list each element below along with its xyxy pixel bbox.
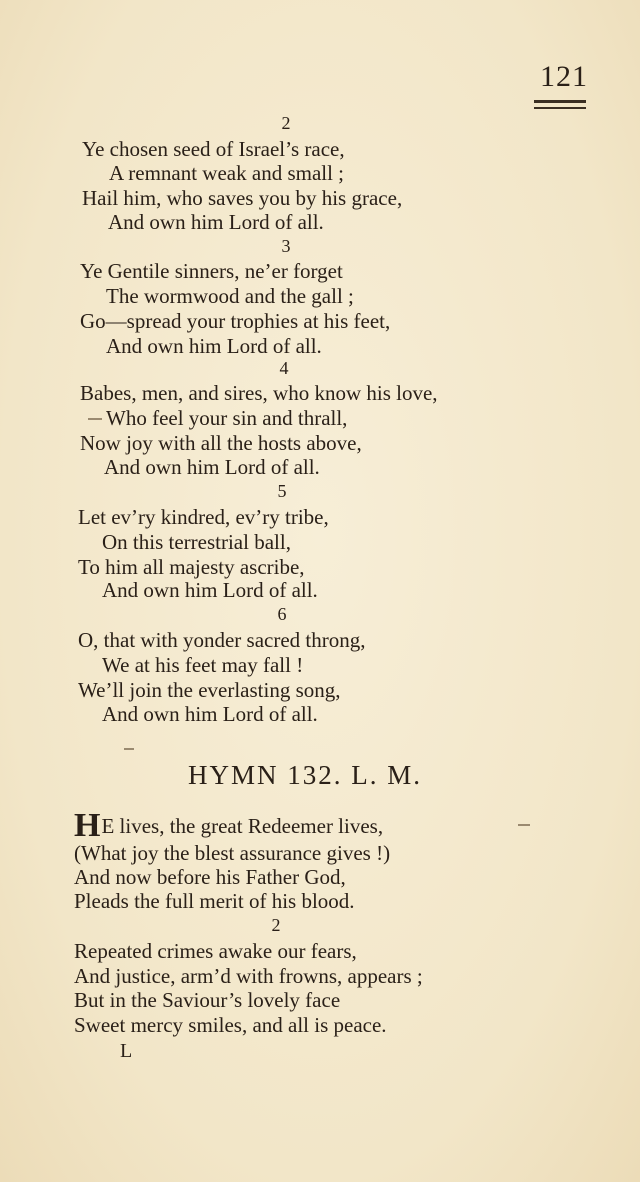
- stanza-number: 5: [277, 481, 287, 501]
- verse-line: Go—spread your trophies at his feet,: [80, 309, 391, 333]
- verse-line: And justice, arm’d with frowns, appears ;: [74, 964, 423, 988]
- verse-line: Ye Gentile sinners, ne’er forget: [80, 259, 343, 283]
- verse-line: And own him Lord of all.: [108, 210, 324, 234]
- page-number: 121: [540, 60, 588, 93]
- ink-mark: [518, 824, 530, 826]
- ink-mark: [124, 748, 134, 750]
- verse-line: On this terrestrial ball,: [102, 530, 291, 554]
- ink-mark: [88, 418, 102, 420]
- verse-line-first: [74, 807, 384, 844]
- verse-line: Sweet mercy smiles, and all is peace.: [74, 1013, 387, 1037]
- verse-line: (What joy the blest assurance gives !): [74, 841, 391, 865]
- verse-line: To him all majesty ascribe,: [78, 555, 305, 579]
- stanza-number: 4: [279, 358, 289, 378]
- verse-line-rest: E lives, the great Redeemer lives,: [101, 814, 384, 838]
- verse-line: Pleads the full merit of his blood.: [74, 889, 355, 913]
- verse-line: And own him Lord of all.: [106, 334, 322, 358]
- verse-line: And own him Lord of all.: [102, 702, 318, 726]
- stanza-number: 6: [277, 604, 287, 624]
- stanza-number: 2: [281, 113, 291, 133]
- hymn-title: HYMN 132. L. M.: [188, 760, 423, 790]
- verse-line: Ye chosen seed of Israel’s race,: [82, 137, 345, 161]
- drop-cap: H: [74, 807, 101, 844]
- stanza-number: 3: [281, 236, 291, 256]
- verse-line: Now joy with all the hosts above,: [80, 431, 362, 455]
- verse-line: And now before his Father God,: [74, 865, 346, 889]
- verse-line: But in the Saviour’s lovely face: [74, 988, 341, 1012]
- verse-line: And own him Lord of all.: [102, 578, 318, 602]
- stanza-number: 2: [271, 915, 281, 935]
- signature-mark: L: [120, 1040, 133, 1062]
- verse-line: We at his feet may fall !: [102, 653, 304, 677]
- verse-line: And own him Lord of all.: [104, 455, 320, 479]
- verse-line: The wormwood and the gall ;: [106, 284, 354, 308]
- verse-line: Who feel your sin and thrall,: [106, 406, 348, 430]
- verse-line: Hail him, who saves you by his grace,: [82, 186, 403, 210]
- verse-line: Let ev’ry kindred, ev’ry tribe,: [78, 505, 329, 529]
- verse-line: Babes, men, and sires, who know his love,: [80, 381, 438, 405]
- verse-line: Repeated crimes awake our fears,: [74, 939, 357, 963]
- verse-line: A remnant weak and small ;: [109, 161, 345, 185]
- header-rule-thin: [534, 107, 586, 109]
- header-rule: [534, 100, 586, 103]
- verse-line: We’ll join the everlasting song,: [78, 678, 341, 702]
- verse-line: O, that with yonder sacred throng,: [78, 628, 366, 652]
